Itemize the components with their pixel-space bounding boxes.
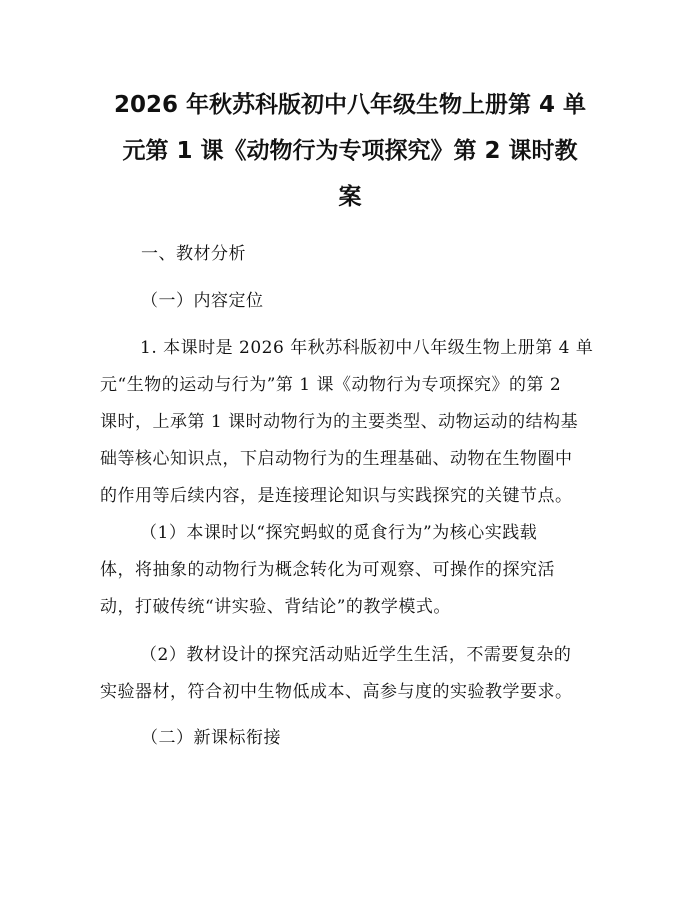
paragraph-line: （1）本课时以“探究蚂蚁的觅食行为”为核心实践载 [140,523,538,543]
section-heading-teaching-material-analysis: 一、教材分析 [141,244,246,264]
paragraph-1 [100,330,600,515]
paragraph-line: 元“生物的运动与行为”第 1 课《动物行为专项探究》的第 2 [100,375,562,395]
title-line: 元第 1 课《动物行为专项探究》第 2 课时教 [122,138,578,164]
paragraph-line: 的作用等后续内容，是连接理论知识与实践探究的关键节点。 [100,486,573,506]
paragraph-line: 实验器材，符合初中生物低成本、高参与度的实验教学要求。 [100,682,573,702]
paragraph-2 [100,515,600,626]
paragraph-line: 课时，上承第 1 课时动物行为的主要类型、动物运动的结构基 [100,412,579,432]
title-line: 2026 年秋苏科版初中八年级生物上册第 4 单 [113,92,587,118]
paragraph-line: 础等核心知识点，下启动物行为的生理基础、动物在生物圈中 [100,449,573,469]
paragraph-line: 体，将抽象的动物行为概念转化为可观察、可操作的探究活 [100,560,555,580]
paragraph-3 [100,637,600,711]
paragraph-line: （2）教材设计的探究活动贴近学生生活，不需要复杂的 [140,645,572,665]
paragraph-line: 动，打破传统“讲实验、背结论”的教学模式。 [100,597,451,617]
subsection-heading-content-positioning: （一）内容定位 [141,291,264,311]
subsection-heading-new-curriculum-link: （二）新课标衔接 [141,728,281,748]
paragraph-line: 1. 本课时是 2026 年秋苏科版初中八年级生物上册第 4 单 [140,338,594,358]
document-title [60,82,640,220]
title-line: 案 [338,184,362,210]
